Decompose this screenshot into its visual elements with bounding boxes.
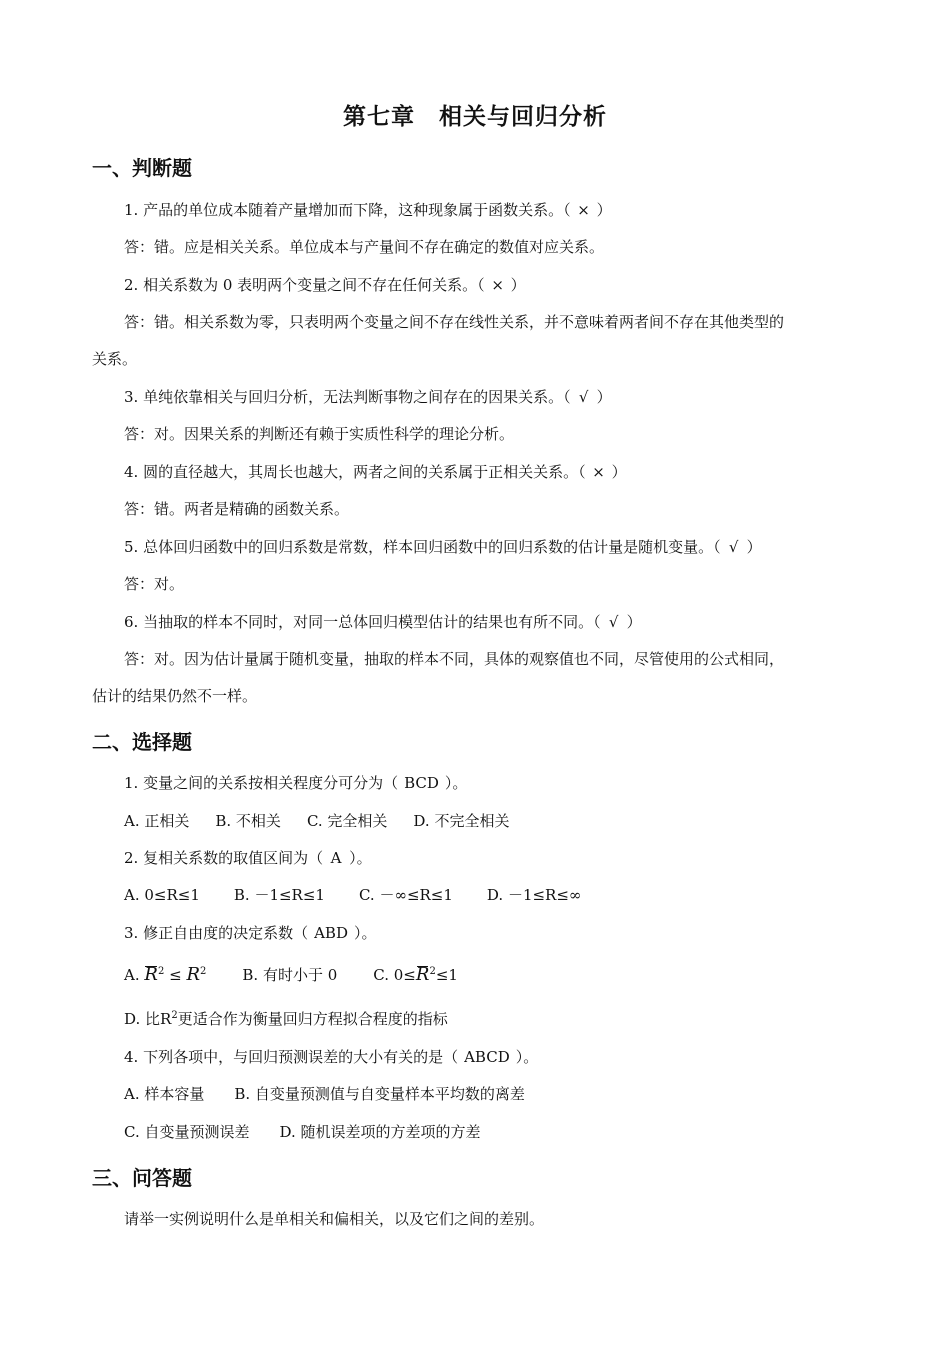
judge-answer-6-line2: 估计的结果仍然不一样。 (92, 687, 258, 705)
judge-mark-2: × (491, 276, 504, 294)
option-a: A. 0≤R≤1 (124, 886, 200, 904)
choice-answer-2: A (330, 849, 342, 867)
judge-question-3: 3. 单纯依靠相关与回归分析，无法判断事物之间存在的因果关系。（ √ ） (124, 388, 612, 406)
essay-question: 请举一实例说明什么是单相关和偏相关，以及它们之间的差别。 (124, 1210, 545, 1228)
option-b: B. 不相关 (215, 812, 281, 830)
judge-answer-5: 答：对。 (124, 575, 185, 593)
judge-question-2: 2. 相关系数为 0 表明两个变量之间不存在任何关系。（ × ） (124, 276, 526, 294)
option-d: D. 随机误差项的方差项的方差 (279, 1123, 481, 1141)
judge-mark-4: × (592, 463, 605, 481)
judge-answer-1: 答：错。应是相关关系。单位成本与产量间不存在确定的数值对应关系。 (124, 238, 605, 256)
section-heading-choice: 二、选择题 (92, 730, 192, 754)
option-a: A. $R^2 \le R^2$ (124, 964, 207, 985)
r-bar-symbol: R (144, 964, 158, 985)
option-d: D. 不完全相关 (413, 812, 510, 830)
option-a: A. 样本容量 (124, 1085, 205, 1103)
option-b: B. 自变量预测值与自变量样本平均数的离差 (234, 1085, 525, 1103)
choice-answer-3: ABD (314, 924, 348, 942)
judge-mark-5: √ (728, 538, 739, 556)
choice-question-2: 2. 复相关系数的取值区间为（ A ）。 (124, 849, 372, 867)
judge-question-5: 5. 总体回归函数中的回归系数是常数，样本回归函数中的回归系数的估计量是随机变量。（ √ ） (124, 538, 762, 556)
chapter-title: 第七章 相关与回归分析 (343, 104, 607, 130)
option-b: B. －1≤R≤1 (233, 886, 325, 904)
option-d: D. －1≤R≤∞ (486, 886, 582, 904)
judge-answer-6-line1: 答：对。因为估计量属于随机变量，抽取的样本不同，具体的观察值也不同，尽管使用的公式相同， (124, 650, 785, 668)
judge-mark-6: √ (608, 613, 619, 631)
option-a: A. 正相关 (124, 812, 190, 830)
choice-options-4-row2 (124, 1121, 507, 1142)
judge-answer-2-line2: 关系。 (92, 350, 138, 368)
judge-answer-3: 答：对。因果关系的判断还有赖于实质性科学的理论分析。 (124, 425, 515, 443)
choice-options-1 (124, 810, 535, 831)
choice-answer-4: ABCD (464, 1048, 510, 1066)
choice-question-4: 4. 下列各项中，与回归预测误差的大小有关的是（ ABCD ）。 (124, 1048, 539, 1066)
judge-question-4: 4. 圆的直径越大，其周长也越大，两者之间的关系属于正相关关系。（ × ） (124, 463, 627, 481)
judge-answer-2-line1: 答：错。相关系数为零，只表明两个变量之间不存在线性关系，并不意味着两者间不存在其他类型的 (124, 313, 785, 331)
choice-options-3 (124, 964, 484, 985)
choice-options-3-d: D. 比$R^2$更适合作为衡量回归方程拟合程度的指标 (124, 1010, 448, 1028)
judge-answer-4: 答：错。两者是精确的函数关系。 (124, 500, 350, 518)
choice-options-4-row1 (124, 1083, 551, 1104)
section-heading-judge: 一、判断题 (92, 156, 192, 180)
choice-options-2 (124, 884, 607, 905)
r-bar-symbol: R (415, 964, 430, 985)
judge-mark-1: × (577, 201, 590, 219)
option-c: C. 自变量预测误差 (124, 1123, 250, 1141)
judge-question-1: 1. 产品的单位成本随着产量增加而下降，这种现象属于函数关系。（ × ） (124, 201, 612, 219)
judge-question-6: 6. 当抽取的样本不同时，对同一总体回归模型估计的结果也有所不同。（ √ ） (124, 613, 642, 631)
option-c: C. 完全相关 (306, 812, 388, 830)
choice-question-3: 3. 修正自由度的决定系数（ ABD ）。 (124, 924, 377, 942)
choice-answer-1: BCD (404, 774, 439, 792)
option-c: C. －∞≤R≤1 (358, 886, 453, 904)
option-c: C. $0\le R^2\le 1$ (373, 964, 458, 985)
choice-question-1: 1. 变量之间的关系按相关程度分可分为（ BCD ）。 (124, 774, 468, 792)
section-heading-essay: 三、问答题 (92, 1166, 192, 1190)
judge-mark-3: √ (578, 388, 589, 406)
option-b: B. 有时小于 0 (242, 966, 338, 984)
